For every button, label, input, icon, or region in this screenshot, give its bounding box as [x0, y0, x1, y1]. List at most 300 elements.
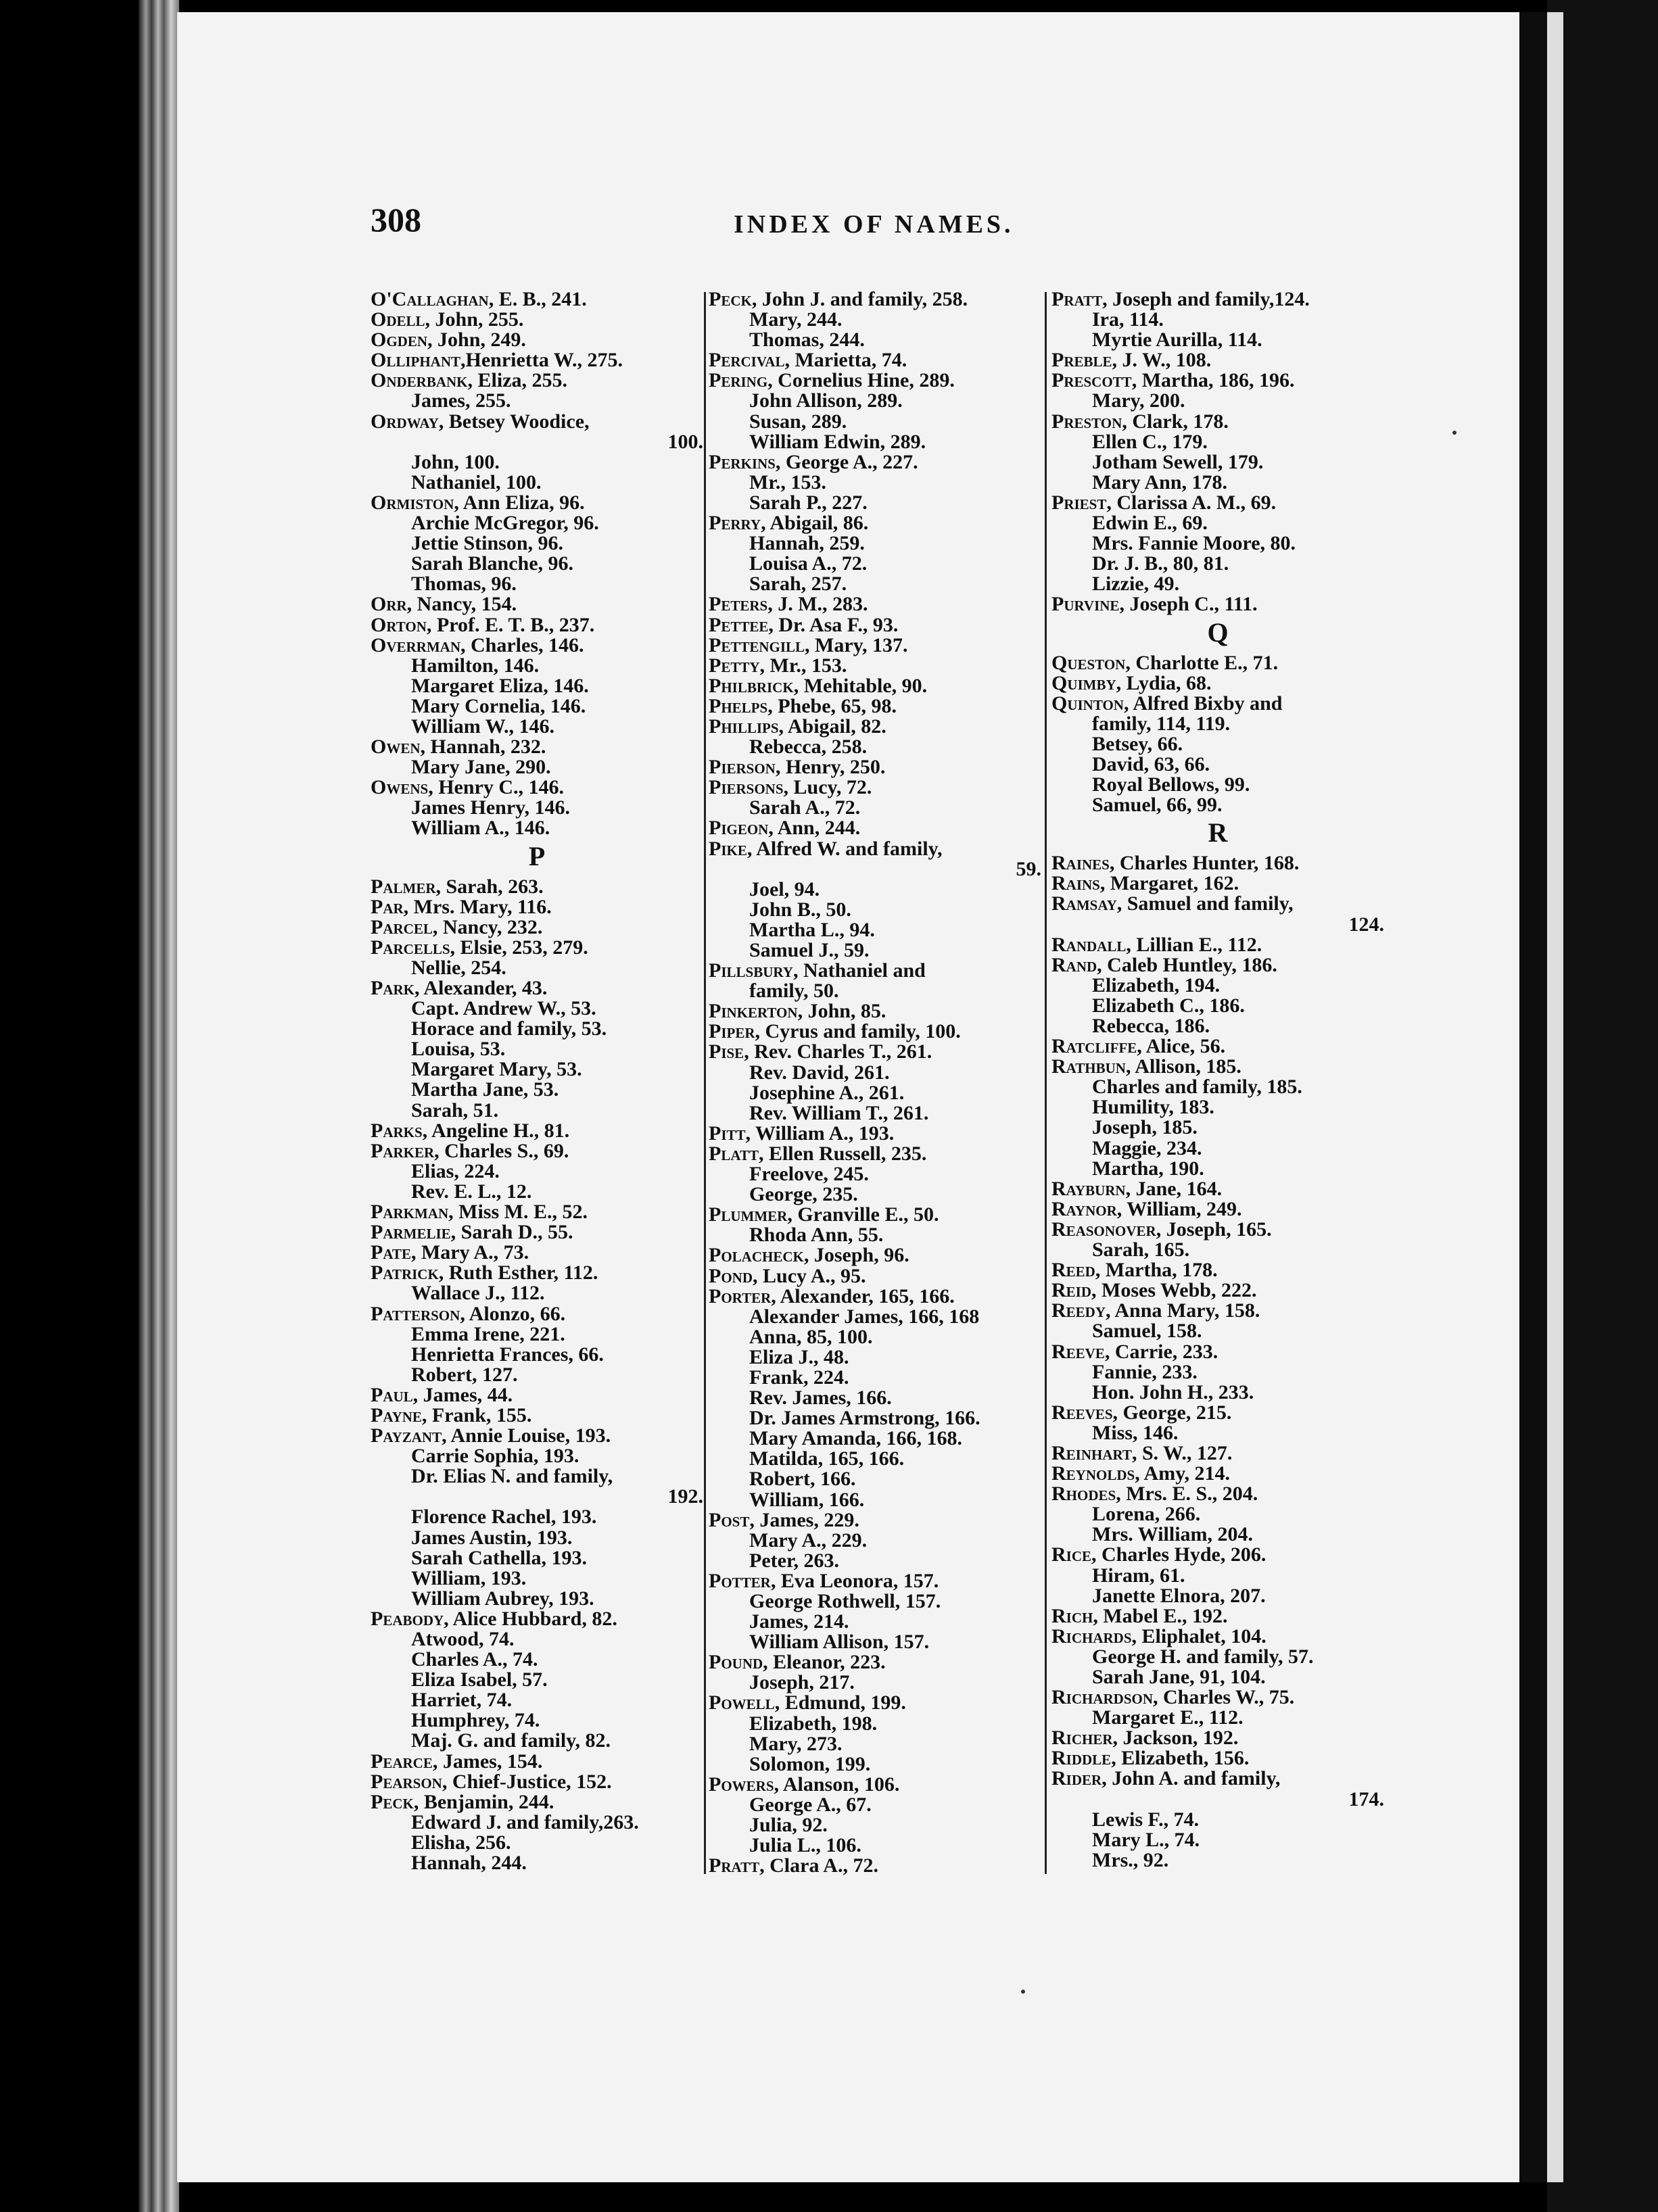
index-entry — [709, 1021, 1041, 1042]
index-subentry: Maggie, 234. — [1092, 1136, 1202, 1159]
entry-details: , Lillian E., 112. — [1126, 933, 1262, 956]
index-entry — [1051, 935, 1384, 955]
surname: Paul — [371, 1383, 413, 1406]
entry-details: , Mr., 153. — [759, 654, 847, 677]
entry-details: , John, 85. — [797, 1000, 886, 1023]
index-entry — [1051, 350, 1384, 370]
index-entry — [371, 1609, 703, 1629]
index-entry — [371, 1202, 703, 1222]
index-entry — [371, 777, 703, 798]
surname: Preble — [1051, 349, 1112, 372]
index-entry — [371, 1121, 703, 1141]
index-entry — [709, 1042, 1041, 1062]
page-number: 308 — [371, 201, 421, 239]
entry-details: , Jane, 164. — [1125, 1177, 1223, 1200]
index-entry — [371, 938, 703, 958]
index-subentry: James, 255. — [411, 389, 511, 412]
index-entry — [1051, 1748, 1384, 1769]
index-entry — [371, 877, 703, 897]
index-subentry: Rebecca, 258. — [749, 736, 868, 759]
surname: Raines — [1051, 852, 1110, 875]
index-entry — [709, 1571, 1041, 1591]
entry-details: , John A. and family, — [1102, 1767, 1281, 1790]
surname: Pearce — [371, 1750, 433, 1773]
entry-details: , Annie Louise, 193. — [442, 1424, 611, 1447]
index-subentry: Joseph, 217. — [749, 1671, 855, 1694]
surname: Pinkerton — [709, 1000, 798, 1023]
index-subentry: Carrie Sophia, 193. — [411, 1445, 579, 1468]
surname: Queston — [1051, 651, 1126, 674]
entry-details: , Charles S., 69. — [434, 1139, 569, 1162]
index-subentry: Royal Bellows, 99. — [1092, 773, 1250, 796]
surname: Prescott — [1051, 369, 1132, 392]
surname: Rice — [1051, 1543, 1092, 1566]
entry-details: , Hannah, 232. — [420, 736, 546, 759]
index-entry — [1051, 1260, 1384, 1280]
index-entry — [709, 289, 1041, 310]
index-entry — [371, 1772, 703, 1792]
entry-details: , Nancy, 154. — [406, 593, 517, 616]
surname: Orton — [371, 613, 427, 636]
surname: Piersons — [709, 776, 784, 799]
surname: Overrman — [371, 633, 460, 656]
entry-details: , Charlotte E., 71. — [1125, 651, 1279, 674]
entry-details: , Mabel E., 192. — [1093, 1604, 1228, 1627]
index-subentry: Hannah, 259. — [749, 532, 865, 555]
index-entry — [1051, 289, 1384, 310]
entry-continuation: 124. — [1348, 913, 1384, 936]
index-subentry: Rev. James, 166. — [749, 1387, 892, 1410]
index-entry — [371, 978, 703, 999]
index-entry — [709, 1245, 1041, 1266]
index-entry — [709, 656, 1041, 676]
entry-details: , Mrs. E. S., 204. — [1116, 1483, 1258, 1506]
index-subentry: Dr. J. B., 80, 81. — [1092, 552, 1229, 575]
index-entry — [371, 1752, 703, 1772]
index-entry — [1051, 1403, 1384, 1423]
entry-details: , Frank, 155. — [421, 1403, 532, 1426]
index-subentry: Hiram, 61. — [1092, 1564, 1185, 1587]
index-subentry: Joel, 94. — [749, 877, 820, 900]
entry-details: , Carrie, 233. — [1104, 1340, 1218, 1363]
index-subentry: Thomas, 244. — [749, 329, 865, 352]
entry-details: , Abigail, 86. — [761, 512, 869, 535]
entry-details: , Clara A., 72. — [759, 1854, 878, 1877]
surname: Pitt — [709, 1122, 746, 1145]
surname: Pise — [709, 1040, 744, 1063]
entry-details: , Eva Leonora, 157. — [770, 1569, 939, 1592]
entry-details: , Joseph and family,124. — [1102, 288, 1310, 310]
surname: Petty — [709, 654, 760, 677]
entry-details: , William, 249. — [1116, 1197, 1242, 1220]
index-entry — [1051, 1545, 1384, 1565]
entry-details: , Allison, 185. — [1125, 1055, 1241, 1078]
surname: Polacheck — [709, 1244, 804, 1267]
index-entry — [1051, 1606, 1384, 1627]
entry-details: , Clarissa A. M., 69. — [1106, 491, 1277, 514]
index-subentry: William A., 146. — [411, 817, 550, 840]
index-subentry: Horace and family, 53. — [411, 1017, 607, 1040]
index-subentry: Sarah P., 227. — [749, 491, 868, 514]
surname: Perkins — [709, 450, 776, 473]
surname: Platt — [709, 1142, 759, 1165]
entry-details: , Miss M. E., 52. — [448, 1201, 588, 1224]
index-entry — [1051, 1627, 1384, 1647]
entry-details: , Ann Eliza, 96. — [454, 491, 585, 514]
index-entry — [371, 1222, 703, 1243]
index-entry — [371, 350, 703, 370]
index-subentry: Wallace J., 112. — [411, 1282, 545, 1305]
entry-details: , Cornelius Hine, 289. — [767, 369, 955, 392]
index-subentry: Mary, 244. — [749, 308, 843, 331]
index-subentry: Matilda, 165, 166. — [749, 1447, 905, 1470]
surname: Rhodes — [1051, 1483, 1116, 1506]
surname: Owen — [371, 736, 421, 759]
index-subentry: Betsey, 66. — [1092, 732, 1183, 755]
index-subentry: Hamilton, 146. — [411, 654, 540, 677]
surname: Parmelie — [371, 1221, 451, 1244]
index-subentry: family, 50. — [749, 980, 839, 1003]
index-subentry: Rev. William T., 261. — [749, 1101, 929, 1124]
index-entry — [709, 676, 1041, 696]
entry-details: , Eleanor, 223. — [763, 1651, 886, 1674]
index-subentry: Dr. Elias N. and family, — [411, 1465, 613, 1488]
index-entry — [371, 897, 703, 917]
index-subentry: James, 214. — [749, 1610, 849, 1633]
surname: O'Callaghan — [371, 288, 489, 310]
index-entry — [1051, 1342, 1384, 1362]
index-entry — [371, 1385, 703, 1405]
index-entry — [371, 1405, 703, 1426]
index-entry — [1051, 1036, 1384, 1057]
entry-details: , Jackson, 192. — [1112, 1727, 1239, 1750]
index-subentry: Charles A., 74. — [411, 1648, 538, 1671]
entry-details: , Caleb Huntley, 186. — [1097, 953, 1277, 976]
entry-details: , Charles Hyde, 206. — [1091, 1543, 1266, 1566]
index-subentry: Louisa, 53. — [411, 1038, 506, 1061]
index-entry — [709, 839, 1041, 859]
surname: Pierson — [709, 756, 776, 779]
surname: Richardson — [1051, 1686, 1154, 1709]
surname: Reid — [1051, 1279, 1092, 1302]
index-entry — [709, 1205, 1041, 1225]
index-subentry: Harriet, 74. — [411, 1689, 513, 1712]
surname: Ordway — [371, 410, 439, 433]
index-entry — [1051, 493, 1384, 513]
surname: Reynolds — [1051, 1462, 1135, 1485]
index-entry — [1051, 673, 1384, 694]
index-entry — [709, 1284, 1041, 1307]
entry-details: , E. B., 241. — [488, 288, 587, 310]
surname: Pound — [709, 1651, 763, 1674]
index-subentry: Susan, 289. — [749, 410, 847, 433]
entry-details: , Henry, 250. — [775, 756, 886, 779]
index-entry — [371, 1263, 703, 1283]
index-subentry: Peter, 263. — [749, 1549, 840, 1572]
index-entry — [371, 493, 703, 513]
surname: Quimby — [1051, 671, 1116, 694]
index-subentry: Humphrey, 74. — [411, 1709, 540, 1732]
surname: Parkman — [371, 1201, 449, 1224]
entry-continuation: 192. — [667, 1485, 703, 1508]
index-subentry: Jettie Stinson, 96. — [411, 532, 563, 555]
running-head: INDEX OF NAMES. — [734, 210, 1014, 239]
surname: Parcel — [371, 915, 433, 938]
surname: Park — [371, 977, 414, 999]
surname: Parks — [371, 1119, 423, 1142]
section-letter: P — [528, 840, 546, 871]
surname: Pillsbury — [709, 959, 793, 982]
surname: Payzant — [371, 1424, 442, 1447]
entry-details: , Mary A., 73. — [410, 1241, 529, 1264]
index-subentry: Emma Irene, 221. — [411, 1322, 565, 1345]
index-subentry: Margaret E., 112. — [1092, 1706, 1244, 1729]
entry-details: , S. W., 127. — [1131, 1441, 1233, 1464]
index-subentry: Dr. James Armstrong, 166. — [749, 1407, 980, 1430]
index-subentry: Samuel, 66, 99. — [1092, 794, 1223, 817]
surname: Porter — [709, 1284, 772, 1307]
index-subentry: Miss, 146. — [1092, 1421, 1179, 1444]
index-subentry: Alexander James, 166, 168 — [749, 1305, 980, 1328]
index-subentry: Hon. John H., 233. — [1092, 1380, 1254, 1403]
entry-details: , James, 44. — [412, 1383, 513, 1406]
entry-details: , Charles Hunter, 168. — [1109, 852, 1300, 875]
index-subentry: Samuel J., 59. — [749, 939, 870, 961]
entry-details: , Alice, 56. — [1137, 1035, 1226, 1058]
index-subentry: Lizzie, 49. — [1092, 573, 1180, 596]
entry-details: , Joseph, 165. — [1156, 1218, 1272, 1241]
entry-details: , Mehitable, 90. — [793, 674, 928, 697]
index-entry — [709, 1124, 1041, 1144]
entry-details: , Mrs. Mary, 116. — [403, 895, 552, 918]
index-subentry: Solomon, 199. — [749, 1752, 871, 1775]
entry-details: , Ruth Esther, 112. — [438, 1261, 598, 1284]
index-subentry: James Austin, 193. — [411, 1526, 573, 1549]
entry-details: ,Henrietta W., 275. — [460, 349, 623, 372]
index-subentry: Mrs. William, 204. — [1092, 1523, 1254, 1546]
surname: Pratt — [1051, 288, 1103, 310]
index-subentry: William, 166. — [749, 1488, 865, 1511]
index-entry — [709, 1856, 1041, 1876]
entry-details: , Prof. E. T. B., 237. — [426, 613, 595, 636]
entry-details: , Margaret, 162. — [1099, 872, 1239, 895]
entry-details: , Alonzo, 66. — [460, 1302, 566, 1325]
index-entry — [371, 1792, 703, 1812]
surname: Pettengill — [709, 633, 805, 656]
index-subentry: Elisha, 256. — [411, 1831, 511, 1854]
entry-details: , Samuel and family, — [1116, 892, 1294, 915]
index-subentry: Maj. G. and family, 82. — [411, 1729, 611, 1752]
surname: Rich — [1051, 1604, 1093, 1627]
surname: Powers — [709, 1773, 774, 1796]
entry-details: , William A., 193. — [745, 1122, 895, 1145]
index-subentry: Mary, 200. — [1092, 389, 1185, 412]
index-entry — [1051, 1443, 1384, 1464]
section-letter: Q — [1207, 617, 1229, 648]
index-entry — [371, 1141, 703, 1161]
entry-details: , Lydia, 68. — [1116, 671, 1212, 694]
index-subentry: Sarah, 51. — [411, 1099, 499, 1122]
surname: Pearson — [371, 1770, 442, 1793]
index-subentry: Martha L., 94. — [749, 918, 875, 941]
index-subentry: Elizabeth, 198. — [749, 1712, 878, 1735]
index-entry — [1051, 894, 1384, 914]
index-entry — [709, 635, 1041, 656]
index-subentry: Freelove, 245. — [749, 1163, 869, 1186]
index-subentry: Mary A., 229. — [749, 1529, 868, 1552]
index-subentry: Elizabeth, 194. — [1092, 973, 1221, 996]
index-entry — [709, 350, 1041, 370]
surname: Rand — [1051, 953, 1097, 976]
index-entry — [1051, 1280, 1384, 1301]
index-entry — [1051, 1728, 1384, 1748]
index-subentry: Mrs., 92. — [1092, 1848, 1169, 1871]
entry-details: , J. W., 108. — [1112, 349, 1212, 372]
index-entry — [1051, 1220, 1384, 1240]
surname: Owens — [371, 776, 429, 799]
entry-details: , Elizabeth, 156. — [1111, 1747, 1250, 1770]
index-subentry: Martha Jane, 53. — [411, 1078, 559, 1101]
entry-details: , Henry C., 146. — [428, 776, 565, 799]
entry-details: , J. M., 283. — [767, 593, 868, 616]
index-subentry: Rebecca, 186. — [1092, 1015, 1210, 1037]
surname: Powell — [709, 1691, 775, 1714]
entry-details: , Charles W., 75. — [1153, 1686, 1295, 1709]
entry-details: , Sarah, 263. — [435, 875, 544, 898]
entry-details: , Betsey Woodice, — [438, 410, 590, 433]
facing-page-edge — [1547, 12, 1563, 2182]
surname: Pond — [709, 1264, 753, 1287]
entry-details: , Granville E., 50. — [787, 1203, 939, 1226]
index-subentry: Sarah Cathella, 193. — [411, 1546, 588, 1569]
index-subentry: Ira, 114. — [1092, 308, 1164, 331]
surname: Potter — [709, 1569, 771, 1592]
surname: Peters — [709, 593, 768, 616]
index-entry — [709, 452, 1041, 473]
index-subentry: Atwood, 74. — [411, 1628, 515, 1650]
entry-details: , Ellen Russell, 235. — [758, 1142, 927, 1165]
index-subentry: Edwin E., 69. — [1092, 512, 1208, 535]
index-entry — [709, 1652, 1041, 1673]
entry-details: , Lucy A., 95. — [753, 1264, 866, 1287]
index-entry — [709, 1266, 1041, 1287]
surname: Reeves — [1051, 1401, 1113, 1424]
entry-details: , Nathaniel and — [792, 959, 926, 982]
index-subentry: Joseph, 185. — [1092, 1116, 1198, 1139]
entry-details: , Nancy, 232. — [432, 915, 543, 938]
index-subentry: Mrs. Fannie Moore, 80. — [1092, 532, 1296, 555]
page-edge-shadow — [1519, 12, 1547, 2182]
index-column-1 — [371, 289, 703, 1873]
section-letter: R — [1208, 817, 1228, 848]
entry-details: , Elsie, 253, 279. — [450, 936, 588, 959]
index-subentry: Mary, 273. — [749, 1732, 843, 1755]
surname: Reeve — [1051, 1340, 1105, 1363]
index-subentry: Mary L., 74. — [1092, 1828, 1200, 1851]
index-subentry: Rev. E. L., 12. — [411, 1180, 532, 1203]
index-entry — [1051, 1179, 1384, 1199]
surname: Patrick — [371, 1261, 439, 1284]
index-entry — [371, 289, 703, 310]
entry-details: , James, 229. — [749, 1508, 859, 1531]
index-entry — [709, 717, 1041, 737]
index-subentry: Nellie, 254. — [411, 956, 506, 979]
surname: Orr — [371, 593, 407, 616]
entry-details: , Charles, 146. — [460, 633, 584, 656]
index-entry — [371, 1243, 703, 1263]
surname: Ramsay — [1051, 892, 1117, 915]
index-subentry: William Edwin, 289. — [749, 430, 926, 453]
index-subentry: Samuel, 158. — [1092, 1320, 1202, 1343]
surname: Purvine — [1051, 593, 1120, 616]
entry-details: , Eliza, 255. — [467, 369, 568, 392]
index-subentry: Elizabeth C., 186. — [1092, 994, 1245, 1017]
index-subentry: Sarah, 257. — [749, 573, 847, 596]
entry-details: , Alice Hubbard, 82. — [444, 1607, 617, 1630]
index-entry — [371, 1304, 703, 1324]
index-subentry: William, 193. — [411, 1566, 527, 1589]
index-subentry: Rev. David, 261. — [749, 1061, 890, 1084]
surname: Pering — [709, 369, 768, 392]
surname: Quinton — [1051, 692, 1124, 715]
surname: Patterson — [371, 1302, 460, 1325]
entry-details: , John, 249. — [427, 329, 526, 352]
index-entry — [709, 513, 1041, 533]
background-strip — [1547, 0, 1658, 2212]
index-entry — [1051, 1301, 1384, 1321]
index-subentry: Josephine A., 261. — [749, 1081, 905, 1104]
index-entry — [709, 615, 1041, 635]
index-entry — [371, 917, 703, 938]
index-subentry: Robert, 127. — [411, 1363, 518, 1386]
index-entry — [1051, 955, 1384, 976]
index-subentry: John Allison, 289. — [749, 389, 903, 412]
index-subentry: Sarah Blanche, 96. — [411, 552, 574, 575]
index-subentry: Mary Jane, 290. — [411, 756, 551, 779]
index-subentry: Archie McGregor, 96. — [411, 512, 599, 535]
surname: Pettee — [709, 613, 769, 636]
surname: Rains — [1051, 872, 1100, 895]
index-entry — [1051, 594, 1384, 615]
surname: Richer — [1051, 1727, 1113, 1750]
index-subentry: Hannah, 244. — [411, 1852, 527, 1875]
entry-details: , George, 215. — [1112, 1401, 1232, 1424]
index-subentry: Fannie, 233. — [1092, 1360, 1198, 1383]
surname: Reinhart — [1051, 1441, 1132, 1464]
index-entry — [371, 594, 703, 615]
index-subentry: Capt. Andrew W., 53. — [411, 997, 596, 1020]
surname: Palmer — [371, 875, 436, 898]
index-subentry: Rhoda Ann, 55. — [749, 1224, 884, 1247]
index-entry — [709, 1001, 1041, 1021]
entry-details: , Alexander, 43. — [414, 977, 548, 999]
surname: Reedy — [1051, 1299, 1106, 1322]
index-subentry: Henrietta Frances, 66. — [411, 1343, 604, 1366]
index-entry — [371, 412, 703, 432]
surname: Reasonover — [1051, 1218, 1156, 1241]
entry-continuation: 174. — [1348, 1787, 1384, 1810]
surname: Pratt — [709, 1854, 760, 1877]
surname: Piper — [709, 1020, 755, 1043]
index-entry — [709, 370, 1041, 391]
entry-details: , Angeline H., 81. — [422, 1119, 570, 1142]
entry-details: , James, 154. — [432, 1750, 543, 1773]
surname: Pate — [371, 1241, 411, 1264]
entry-details: , Phebe, 65, 98. — [767, 694, 897, 717]
surname: Raynor — [1051, 1197, 1117, 1220]
entry-continuation: 59. — [1016, 857, 1041, 880]
index-entry — [1051, 1199, 1384, 1220]
